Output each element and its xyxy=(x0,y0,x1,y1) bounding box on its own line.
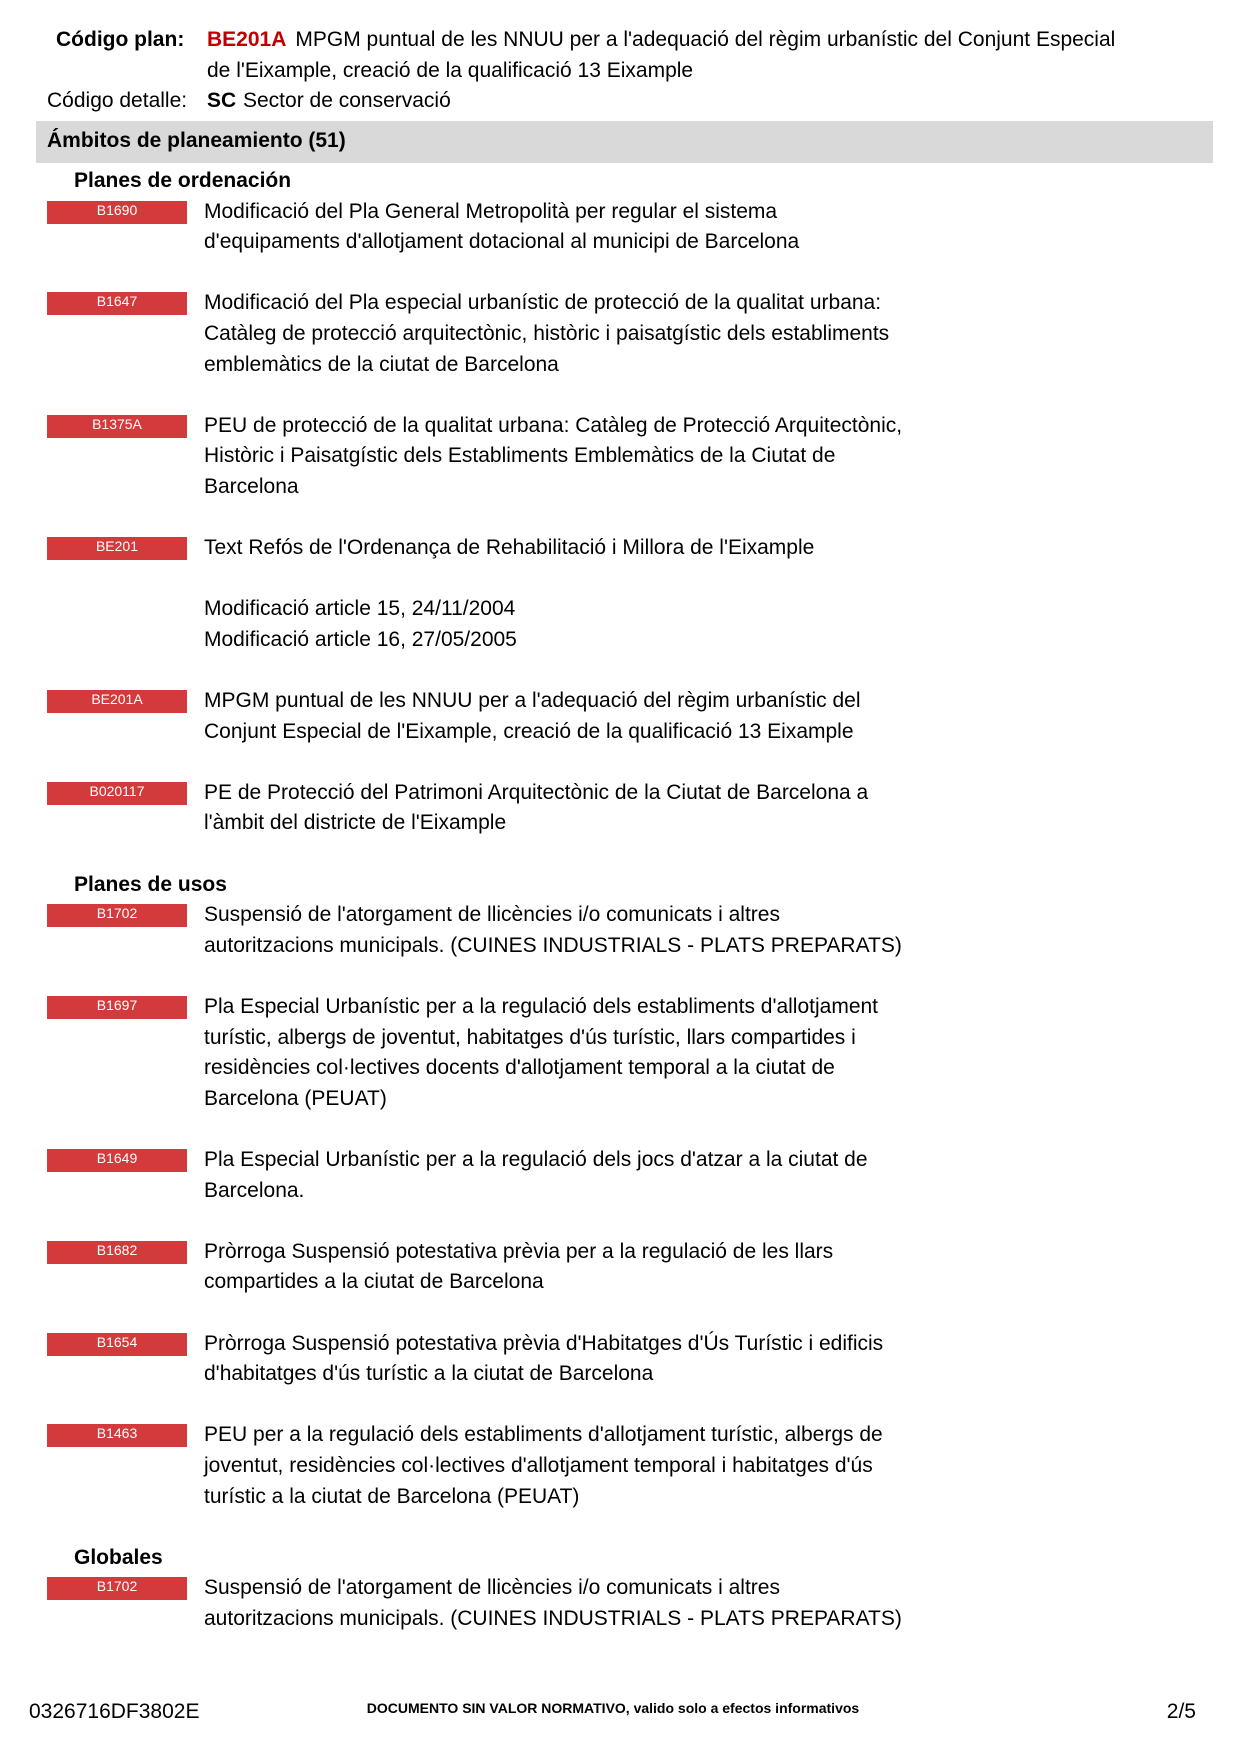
description-line: d'habitatges d'ús turístic a la ciutat de Barcelona xyxy=(204,1362,654,1386)
modification-note: Modificació article 16, 27/05/2005 xyxy=(204,627,517,651)
plan-description xyxy=(204,900,1240,961)
plan-title-block xyxy=(207,25,1115,86)
plan-code-badge: B020117 xyxy=(47,782,187,805)
plan-description xyxy=(204,288,1240,380)
plan-item xyxy=(0,533,1240,655)
plan-description xyxy=(204,1145,1240,1206)
description-line: PEU de protecció de la qualitat urbana: Catàleg de Protecció Arquitectònic, xyxy=(204,413,903,437)
plan-info xyxy=(0,25,1240,86)
description-line: Pla Especial Urbanístic per a la regulació dels jocs d'atzar a la ciutat de xyxy=(204,1148,868,1171)
plan-code-badge: B1697 xyxy=(47,996,187,1019)
plan-item xyxy=(0,992,1240,1114)
detail-label: Código detalle: xyxy=(47,89,188,113)
description-line: turístic, albergs de joventut, habitatges d'ús turístic, llars compartides i xyxy=(204,1025,856,1049)
plan-code-badge: B1463 xyxy=(47,1424,187,1447)
plan-description xyxy=(204,1329,1240,1390)
description-line: Modificació del Pla especial urbanístic de protecció de la qualitat urbana: xyxy=(204,291,882,315)
plan-code-badge: B1690 xyxy=(47,201,187,224)
plan-item xyxy=(0,1237,1240,1298)
detail-info xyxy=(0,86,1240,117)
plan-item xyxy=(0,1573,1240,1634)
description-line: PEU per a la regulació dels establiments d'allotjament turístic, albergs de xyxy=(204,1423,883,1447)
plan-code-badge: B1649 xyxy=(47,1149,187,1172)
description-line: Barcelona xyxy=(204,474,299,498)
description-line: Modificació del Pla General Metropolità per regular el sistema xyxy=(204,199,778,223)
footer-page-number: 2/5 xyxy=(1166,1700,1196,1723)
group-title: Planes de usos xyxy=(74,872,227,896)
plan-item xyxy=(0,1145,1240,1206)
plan-item xyxy=(0,1329,1240,1390)
description-line: Barcelona. xyxy=(204,1178,305,1202)
plan-code-badge: B1375A xyxy=(47,415,187,438)
description-line: Històric i Paisatgístic dels Establiments Emblemàtics de la Ciutat de xyxy=(204,444,836,468)
detail-code: SC xyxy=(207,89,237,113)
plan-item xyxy=(0,288,1240,380)
plan-code-badge: B1654 xyxy=(47,1333,187,1356)
plan-description xyxy=(204,411,1240,503)
plan-code-badge: B1702 xyxy=(47,1577,187,1600)
description-line: Pròrroga Suspensió potestativa prèvia per a la regulació de les llars xyxy=(204,1239,834,1263)
plan-code-badge: B1702 xyxy=(47,904,187,927)
description-line: joventut, residències col·lectives d'allotjament temporal i habitatges d'ús xyxy=(204,1453,873,1477)
plan-description xyxy=(204,1573,1240,1634)
description-line: Text Refós de l'Ordenança de Rehabilitació i Millora de l'Eixample xyxy=(204,536,815,560)
planning-list xyxy=(0,166,1240,1665)
plan-description xyxy=(204,197,1240,258)
modification-notes xyxy=(204,594,1240,655)
description-line: Catàleg de protecció arquitectònic, històric i paisatgístic dels establiments xyxy=(204,321,890,345)
description-line: Barcelona (PEUAT) xyxy=(204,1086,387,1110)
description-line: Suspensió de l'atorgament de llicències i/o comunicats i altres xyxy=(204,1576,780,1600)
description-line: PE de Protecció del Patrimoni Arquitectònic de la Ciutat de Barcelona a xyxy=(204,780,869,804)
footer-disclaimer: DOCUMENTO SIN VALOR NORMATIVO, valido solo a efectos informativos xyxy=(366,1700,860,1716)
section-bar-title: Ámbitos de planeamiento (51) xyxy=(47,129,346,152)
description-line: autoritzacions municipals. (CUINES INDUSTRIALS - PLATS PREPARATS) xyxy=(204,1606,902,1630)
plan-description xyxy=(204,1237,1240,1298)
plan-title-line xyxy=(207,25,1115,56)
plan-title-line: de l'Eixample, creació de la qualificació 13 Eixample xyxy=(207,58,694,82)
plan-title-text: MPGM puntual de les NNUU per a l'adequació del règim urbanístic del Conjunt Especial xyxy=(295,28,1116,51)
group-title: Planes de ordenación xyxy=(74,169,292,192)
description-line: Pròrroga Suspensió potestativa prèvia d'Habitatges d'Ús Turístic i edificis xyxy=(204,1331,884,1355)
section-bar xyxy=(36,121,1213,163)
plan-item xyxy=(0,197,1240,258)
plan-description xyxy=(204,1420,1240,1512)
plan-code-badge: B1647 xyxy=(47,292,187,315)
plan-code-badge: BE201 xyxy=(47,537,187,560)
plan-code: BE201A xyxy=(207,28,287,51)
description-line: d'equipaments d'allotjament dotacional al municipi de Barcelona xyxy=(204,230,800,254)
plan-description xyxy=(204,533,1240,655)
description-line: autoritzacions municipals. (CUINES INDUSTRIALS - PLATS PREPARATS) xyxy=(204,933,902,957)
description-line: compartides a la ciutat de Barcelona xyxy=(204,1270,544,1294)
modification-note: Modificació article 15, 24/11/2004 xyxy=(204,597,516,621)
plan-group xyxy=(0,870,1240,1512)
plan-item xyxy=(0,1420,1240,1512)
description-line: residències col·lectives docents d'allotjament temporal a la ciutat de xyxy=(204,1056,835,1080)
plan-label: Código plan: xyxy=(56,28,185,51)
description-line: Conjunt Especial de l'Eixample, creació de la qualificació 13 Eixample xyxy=(204,719,854,743)
group-title: Globales xyxy=(74,1545,163,1569)
description-line: Pla Especial Urbanístic per a la regulació dels establiments d'allotjament xyxy=(204,995,879,1019)
plan-item xyxy=(0,778,1240,839)
description-line: Suspensió de l'atorgament de llicències i/o comunicats i altres xyxy=(204,903,780,927)
plan-group xyxy=(0,1543,1240,1635)
plan-item xyxy=(0,411,1240,503)
plan-code-badge: BE201A xyxy=(47,690,187,713)
detail-title: Sector de conservació xyxy=(243,89,451,113)
plan-code-badge: B1682 xyxy=(47,1241,187,1264)
description-line: MPGM puntual de les NNUU per a l'adequació del règim urbanístic del xyxy=(204,689,861,713)
description-line: turístic a la ciutat de Barcelona (PEUAT) xyxy=(204,1484,580,1508)
plan-description xyxy=(204,686,1240,747)
plan-description xyxy=(204,778,1240,839)
footer-document-id: 0326716DF3802E xyxy=(29,1700,200,1723)
plan-item xyxy=(0,686,1240,747)
plan-group xyxy=(0,166,1240,839)
plan-header xyxy=(0,25,1240,117)
plan-item xyxy=(0,900,1240,961)
description-line: emblemàtics de la ciutat de Barcelona xyxy=(204,352,559,376)
description-line: l'àmbit del districte de l'Eixample xyxy=(204,811,507,835)
plan-description xyxy=(204,992,1240,1114)
